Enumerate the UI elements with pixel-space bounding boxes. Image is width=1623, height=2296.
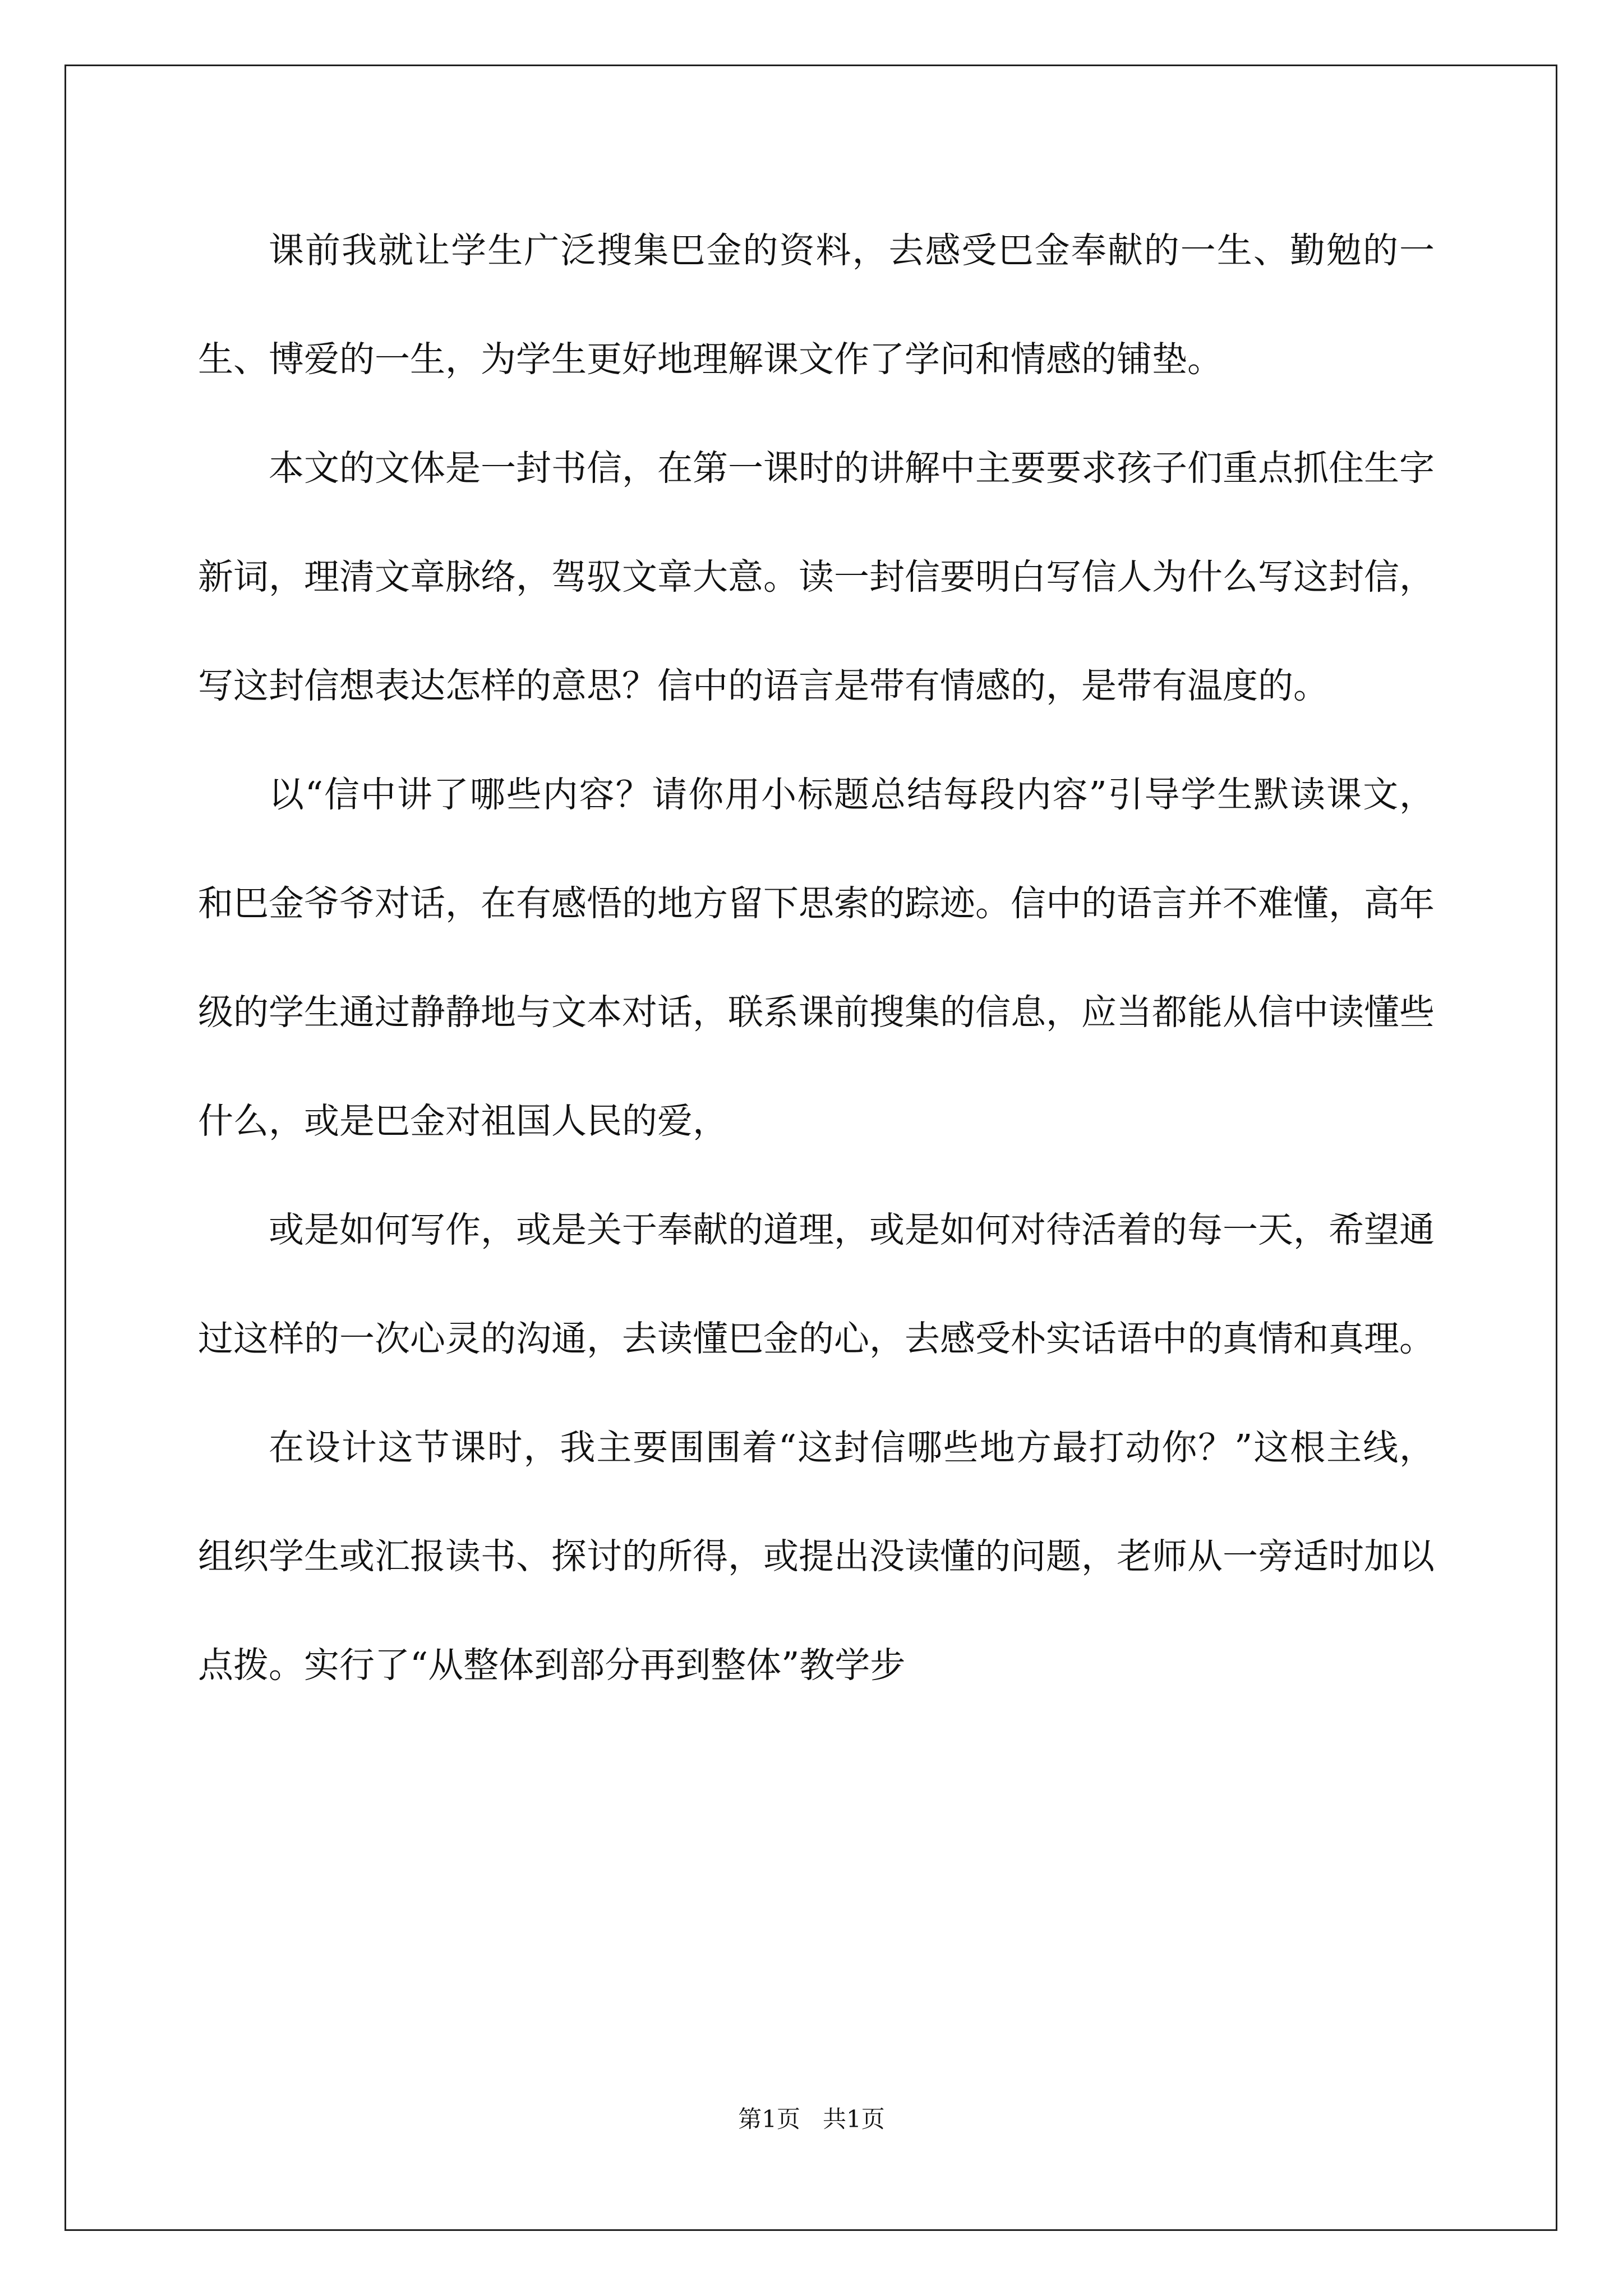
paragraph: 以“信中讲了哪些内容？请你用小标题总结每段内容”引导学生默读课文，和巴金爷爷对话，在有感悟的地方留下思索的踪迹。信中的语言并不难懂，高年级的学生通过静静地与文本对话，联系课前搜集的信息，应当都能从信中读懂些什么，或是巴金对祖国人民的爱， [198, 774, 1435, 1142]
page-footer: 第1页 共1页 [738, 2105, 885, 2133]
paragraph: 在设计这节课时，我主要围围着“这封信哪些地方最打动你？”这根主线，组织学生或汇报读书、探讨的所得，或提出没读懂的问题，老师从一旁适时加以点拨。实行了“从整体到部分再到整体”教学步 [198, 1427, 1435, 1686]
paragraph: 本文的文体是一封书信，在第一课时的讲解中主要要求孩子们重点抓住生字新词，理清文章脉络，驾驭文章大意。读一封信要明白写信人为什么写这封信，写这封信想表达怎样的意思？信中的语言是带有情感的，是带有温度的。 [198, 448, 1435, 706]
paragraph: 或是如何写作，或是关于奉献的道理，或是如何对待活着的每一天，希望通过这样的一次心灵的沟通，去读懂巴金的心，去感受朴实话语中的真情和真理。 [198, 1209, 1435, 1359]
document-body [198, 196, 1435, 1720]
paragraph: 课前我就让学生广泛搜集巴金的资料，去感受巴金奉献的一生、勤勉的一生、博爱的一生，为学生更好地理解课文作了学问和情感的铺垫。 [198, 230, 1435, 380]
